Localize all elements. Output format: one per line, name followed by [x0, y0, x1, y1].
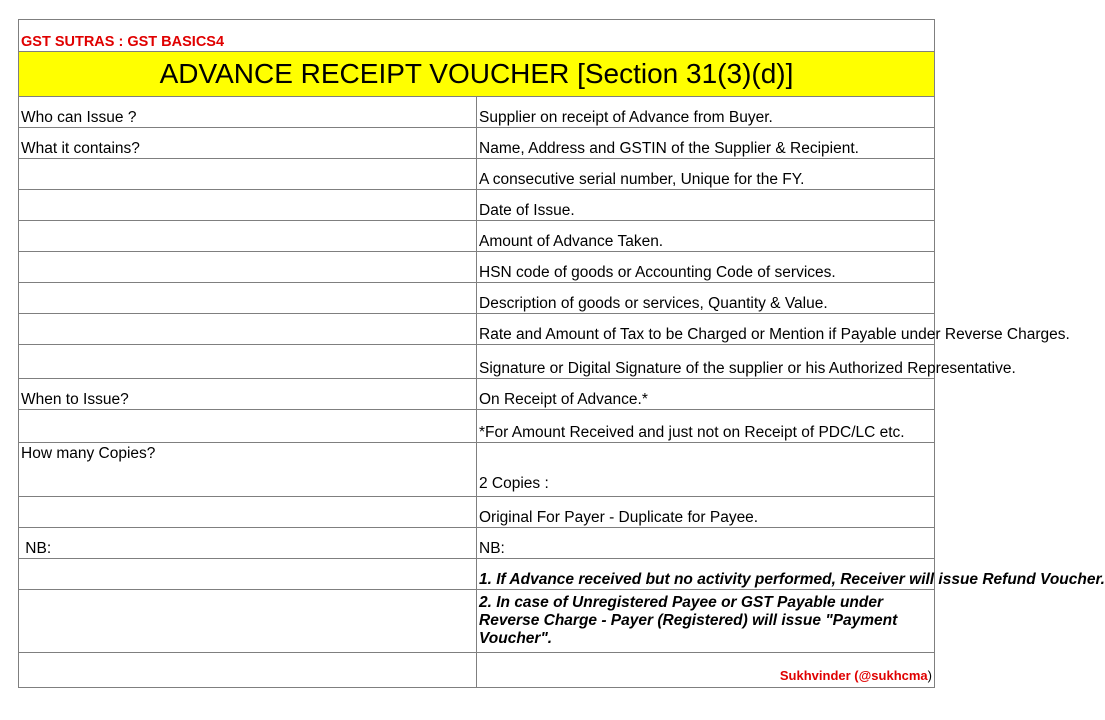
row-value: 2 Copies : [477, 443, 935, 497]
row-label [19, 410, 477, 443]
footer-credit [477, 653, 935, 688]
note-row [19, 590, 935, 653]
note-2: 2. In case of Unregistered Payee or GST Payable under Reverse Charge - Payer (Registered) will issue "Payment Voucher". [477, 590, 935, 653]
empty-cell [19, 590, 477, 653]
row-label [19, 221, 477, 252]
row-label [19, 190, 477, 221]
page-title: ADVANCE RECEIPT VOUCHER [Section 31(3)(d)] [19, 52, 935, 97]
row-value: A consecutive serial number, Unique for the FY. [477, 159, 935, 190]
row-label [19, 345, 477, 379]
voucher-table [18, 19, 1105, 688]
row-value: Signature or Digital Signature of the supplier or his Authorized Representative. [477, 345, 935, 379]
table-row [19, 283, 935, 314]
note-1: 1. If Advance received but no activity performed, Receiver will issue Refund Voucher. [477, 559, 935, 590]
table-row [19, 410, 935, 443]
table-row [19, 221, 935, 252]
note-row [19, 559, 935, 590]
table-row [19, 128, 935, 159]
table-row [19, 190, 935, 221]
author-credit: Sukhvinder (@sukhcma [779, 668, 928, 683]
row-label [19, 159, 477, 190]
row-label: How many Copies? [19, 443, 477, 497]
row-value: Rate and Amount of Tax to be Charged or Mention if Payable under Reverse Charges. [477, 314, 935, 345]
row-label [19, 314, 477, 345]
author-close: ) [927, 668, 932, 683]
row-label [19, 497, 477, 528]
row-label [19, 252, 477, 283]
empty-cell [19, 653, 477, 688]
table-row [19, 443, 935, 497]
row-value: On Receipt of Advance.* [477, 379, 935, 410]
row-label: Who can Issue ? [19, 97, 477, 128]
row-value: Name, Address and GSTIN of the Supplier & Recipient. [477, 128, 935, 159]
table-row [19, 497, 935, 528]
table-row [19, 252, 935, 283]
header-row [19, 20, 935, 52]
row-label [19, 283, 477, 314]
row-value: Date of Issue. [477, 190, 935, 221]
table-row [19, 379, 935, 410]
row-value: Supplier on receipt of Advance from Buyer. [477, 97, 935, 128]
row-value: *For Amount Received and just not on Receipt of PDC/LC etc. [477, 410, 935, 443]
row-value: Description of goods or services, Quantity & Value. [477, 283, 935, 314]
row-value: NB: [477, 528, 935, 559]
table-row [19, 528, 935, 559]
row-value: HSN code of goods or Accounting Code of services. [477, 252, 935, 283]
row-value: Original For Payer - Duplicate for Payee. [477, 497, 935, 528]
row-value: Amount of Advance Taken. [477, 221, 935, 252]
row-label: When to Issue? [19, 379, 477, 410]
empty-cell [19, 559, 477, 590]
footer-row [19, 653, 935, 688]
table-row [19, 97, 935, 128]
series-title: GST SUTRAS : GST BASICS4 [19, 20, 935, 52]
title-row [19, 52, 935, 97]
table-row [19, 345, 935, 379]
row-label: NB: [19, 528, 477, 559]
row-label: What it contains? [19, 128, 477, 159]
table-row [19, 314, 935, 345]
table-row [19, 159, 935, 190]
